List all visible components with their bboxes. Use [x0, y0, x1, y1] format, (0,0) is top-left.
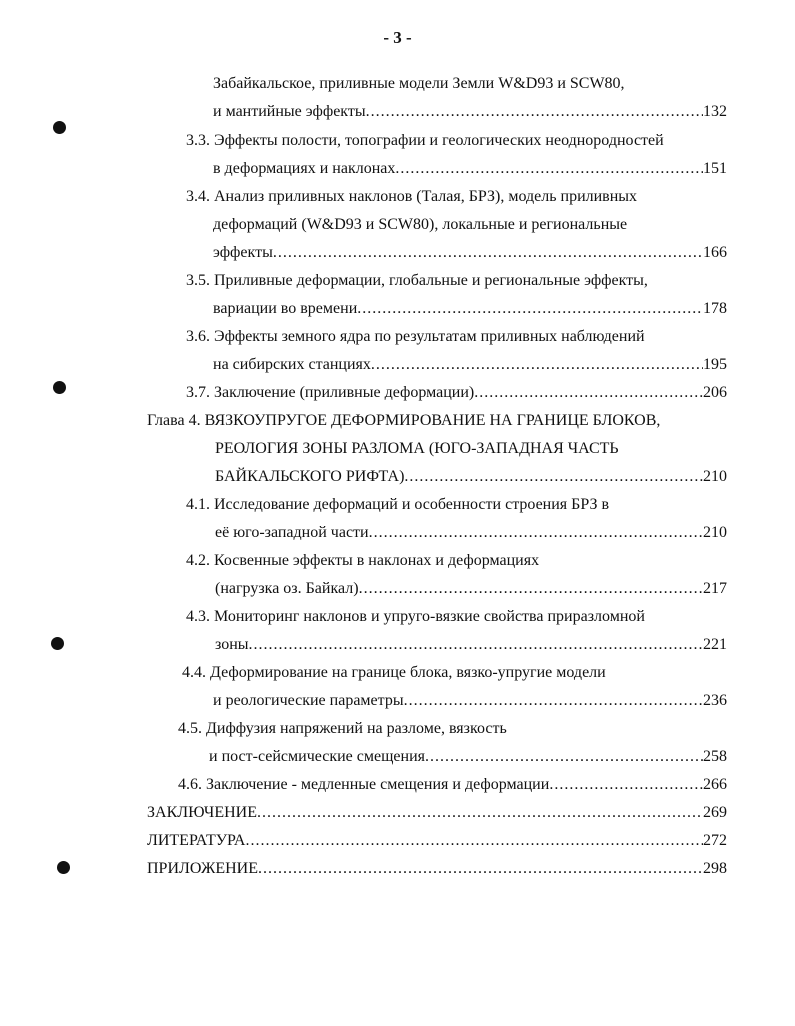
toc-page-number: 132 — [703, 103, 727, 120]
toc-page-number: 206 — [703, 384, 727, 401]
toc-page-number: 298 — [703, 860, 727, 877]
toc-page-number: 266 — [703, 776, 727, 793]
punch-hole-mark — [53, 121, 66, 134]
page-number: - 3 - — [383, 28, 412, 47]
toc-page-number: 236 — [703, 692, 727, 709]
toc-page-number: 210 — [703, 524, 727, 541]
toc-page-number: 166 — [703, 244, 727, 261]
toc-entry-title: и мантийные эффекты — [213, 103, 366, 120]
toc-entry — [213, 159, 727, 179]
toc-entry-title: (нагрузка оз. Байкал) — [215, 580, 359, 597]
toc-entry — [178, 775, 727, 795]
toc-line: 3.6. Эффекты земного ядра по результатам приливных наблюдений — [186, 328, 645, 345]
toc-line: 3.5. Приливные деформации, глобальные и региональные эффекты, — [186, 272, 648, 289]
toc-entry-title: ПРИЛОЖЕНИЕ — [147, 860, 259, 877]
toc-entry-title: и реологические параметры — [213, 692, 404, 709]
toc-page-number: 210 — [703, 468, 727, 485]
toc-entry — [215, 467, 727, 487]
toc-line: Забайкальское, приливные модели Земли W&D93 и SCW80, — [213, 75, 625, 92]
toc-entry-title: ЛИТЕРАТУРА — [147, 832, 246, 849]
toc-entry-title: зоны — [215, 636, 249, 653]
toc-entry — [209, 747, 727, 767]
toc-entry-title: и пост-сейсмические смещения — [209, 748, 426, 765]
toc-entry — [147, 803, 727, 823]
toc-entry — [147, 831, 727, 851]
toc-page-number: 178 — [703, 300, 727, 317]
toc-page-number: 269 — [703, 804, 727, 821]
toc-entry-title: в деформациях и наклонах — [213, 160, 396, 177]
toc-entry — [213, 299, 727, 319]
toc-line: 4.5. Диффузия напряжений на разломе, вязкость — [178, 720, 507, 737]
toc-entry-title: эффекты — [213, 244, 273, 261]
punch-hole-mark — [57, 861, 70, 874]
toc-entry-title: 4.6. Заключение - медленные смещения и деформации — [178, 776, 550, 793]
toc-line: 4.2. Косвенные эффекты в наклонах и деформациях — [186, 552, 540, 569]
toc-page-number: 258 — [703, 748, 727, 765]
toc-entry — [213, 691, 727, 711]
toc-page-number: 195 — [703, 356, 727, 373]
toc-entry-title: ЗАКЛЮЧЕНИЕ — [147, 804, 257, 821]
toc-entry-title: её юго-западной части — [215, 524, 369, 541]
punch-hole-mark — [53, 381, 66, 394]
toc-entry-title: БАЙКАЛЬСКОГО РИФТА) — [215, 468, 405, 485]
toc-line: 4.3. Мониторинг наклонов и упруго-вязкие свойства приразломной — [186, 608, 645, 625]
toc-line: 4.1. Исследование деформаций и особенности строения БРЗ в — [186, 496, 610, 513]
toc-entry — [213, 243, 727, 263]
toc-page-number: 272 — [703, 832, 727, 849]
toc-page-number: 151 — [703, 160, 727, 177]
toc-entry — [215, 635, 727, 655]
toc-line: деформаций (W&D93 и SCW80), локальные и региональные — [213, 216, 628, 233]
toc-entry-title: вариации во времени — [213, 300, 358, 317]
chapter-heading: Глава 4. ВЯЗКОУПРУГОЕ ДЕФОРМИРОВАНИЕ НА ГРАНИЦЕ БЛОКОВ, — [147, 412, 661, 429]
toc-line: 3.4. Анализ приливных наклонов (Талая, БРЗ), модель приливных — [186, 188, 638, 205]
toc-entry — [213, 355, 727, 375]
toc-page-number: 217 — [703, 580, 727, 597]
toc-line: 4.4. Деформирование на границе блока, вязко-упругие модели — [182, 664, 606, 681]
punch-hole-mark — [51, 637, 64, 650]
toc-entry — [215, 523, 727, 543]
toc-entry — [186, 383, 727, 403]
toc-entry — [213, 102, 727, 122]
toc-line: 3.3. Эффекты полости, топографии и геологических неоднородностей — [186, 132, 664, 149]
toc-entry — [215, 579, 727, 599]
toc-page-number: 221 — [703, 636, 727, 653]
toc-entry-title: на сибирских станциях — [213, 356, 371, 373]
toc-entry — [147, 859, 727, 879]
toc-entry-title: 3.7. Заключение (приливные деформации) — [186, 384, 475, 401]
chapter-heading: РЕОЛОГИЯ ЗОНЫ РАЗЛОМА (ЮГО-ЗАПАДНАЯ ЧАСТЬ — [215, 440, 619, 457]
